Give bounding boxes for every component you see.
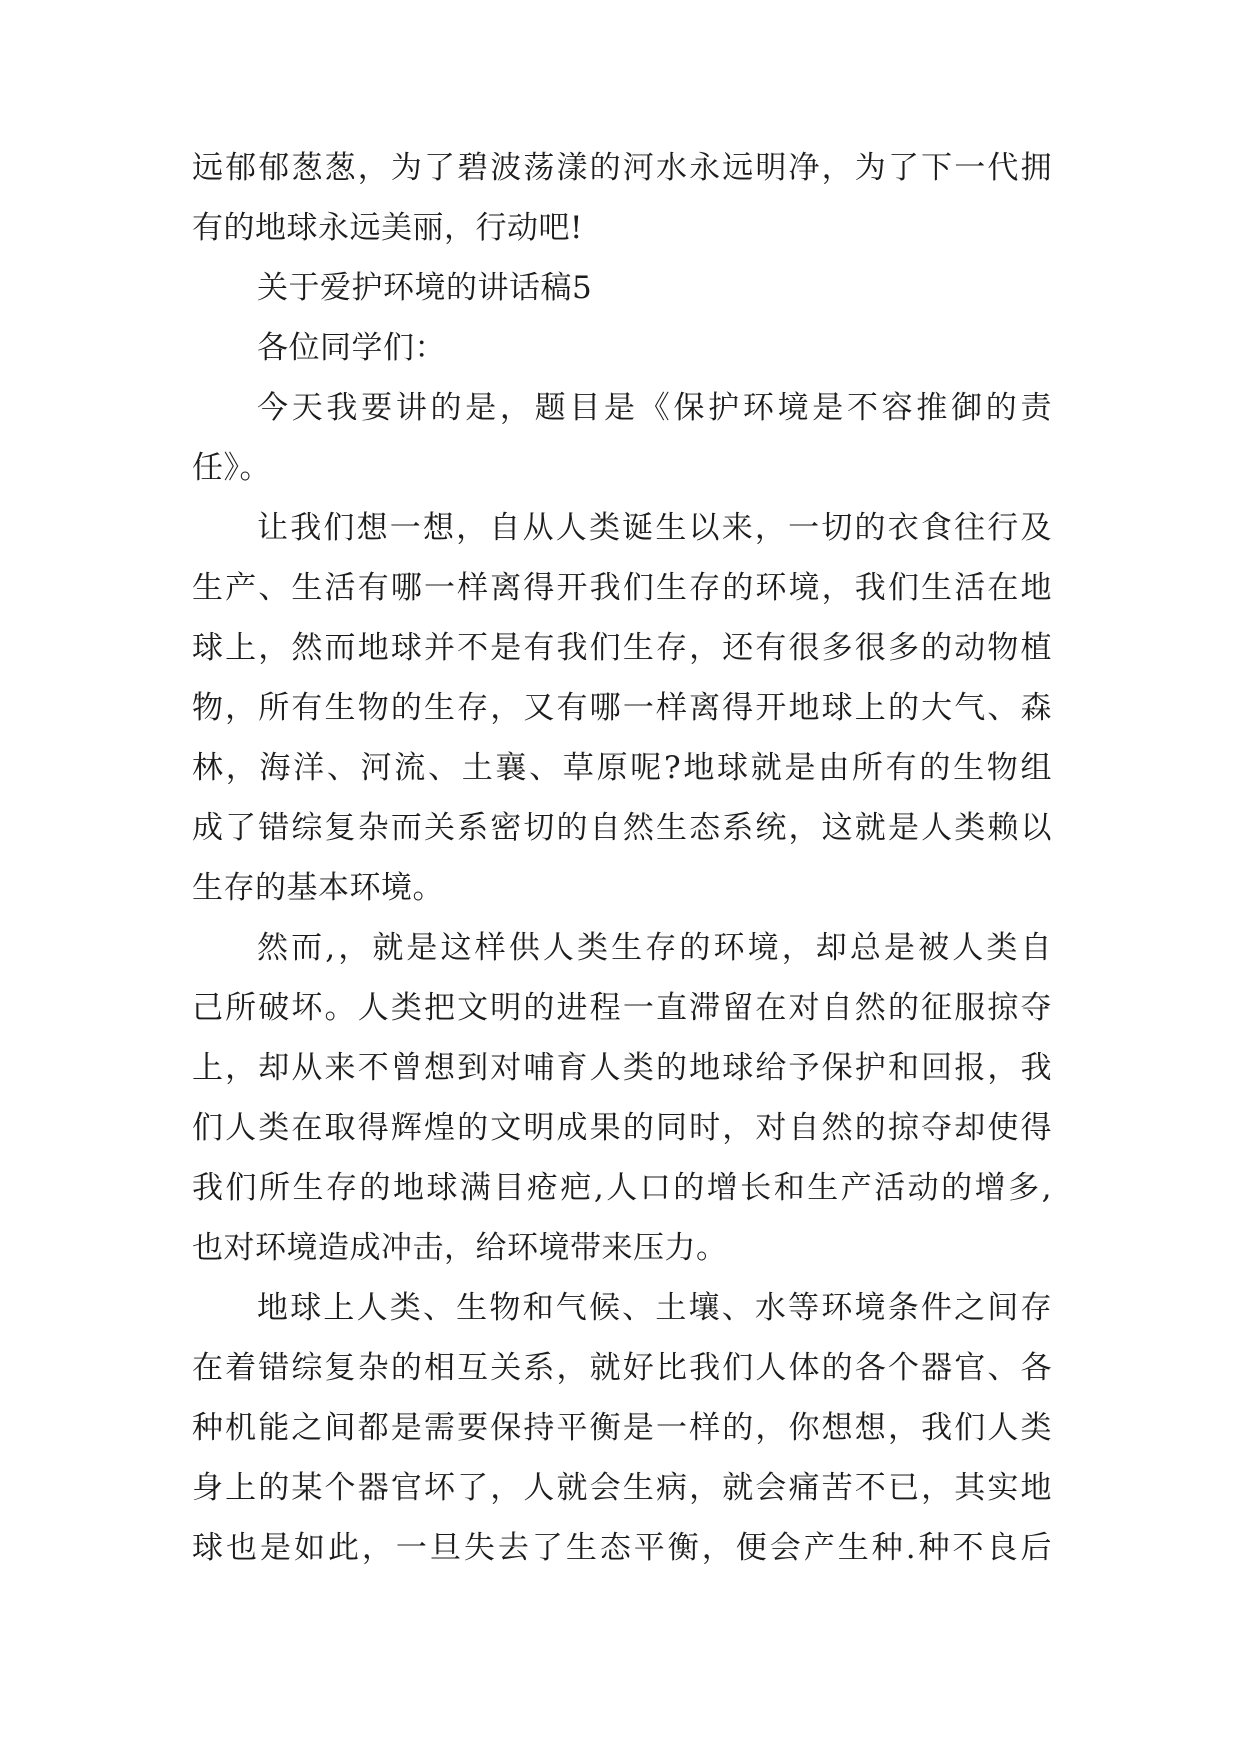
text-line: 任》。	[192, 450, 271, 486]
text-line: 生产、生活有哪一样离得开我们生存的环境，我们生活在地	[192, 570, 1052, 606]
text-line: 生存的基本环境。	[192, 870, 444, 906]
section-heading: 关于爱护环境的讲话稿5	[257, 270, 593, 306]
text-line: 上，却从来不曾想到对哺育人类的地球给予保护和回报，我	[192, 1050, 1052, 1086]
text-line: 今天我要讲的是，题目是《保护环境是不容推御的责	[257, 390, 1052, 426]
text-line: 己所破坏。人类把文明的进程一直滞留在对自然的征服掠夺	[192, 990, 1052, 1026]
text-line: 也对环境造成冲击，给环境带来压力。	[192, 1230, 728, 1266]
text-line: 然而,，就是这样供人类生存的环境，却总是被人类自	[257, 930, 1052, 966]
text-line: 我们所生存的地球满目疮疤,人口的增长和生产活动的增多,	[192, 1170, 1052, 1206]
text-line: 在着错综复杂的相互关系，就好比我们人体的各个器官、各	[192, 1350, 1052, 1386]
text-line: 林，海洋、河流、土襄、草原呢?地球就是由所有的生物组	[192, 750, 1052, 786]
text-line: 地球上人类、生物和气候、土壤、水等环境条件之间存	[257, 1290, 1052, 1326]
text-line: 球也是如此，一旦失去了生态平衡，便会产生种.种不良后	[192, 1530, 1052, 1566]
text-line: 物，所有生物的生存，又有哪一样离得开地球上的大气、森	[192, 690, 1052, 726]
text-line: 球上，然而地球并不是有我们生存，还有很多很多的动物植	[192, 630, 1052, 666]
text-line: 有的地球永远美丽，行动吧!	[192, 210, 583, 246]
text-line: 们人类在取得辉煌的文明成果的同时，对自然的掠夺却使得	[192, 1110, 1052, 1146]
text-line: 成了错综复杂而关系密切的自然生态系统，这就是人类赖以	[192, 810, 1052, 846]
text-line: 远郁郁葱葱，为了碧波荡漾的河水永远明净，为了下一代拥	[192, 150, 1052, 186]
text-line: 让我们想一想，自从人类诞生以来，一切的衣食往行及	[257, 510, 1052, 546]
text-line: 身上的某个器官坏了，人就会生病，就会痛苦不已，其实地	[192, 1470, 1052, 1506]
salutation: 各位同学们：	[257, 330, 446, 366]
text-line: 种机能之间都是需要保持平衡是一样的，你想想，我们人类	[192, 1410, 1052, 1446]
